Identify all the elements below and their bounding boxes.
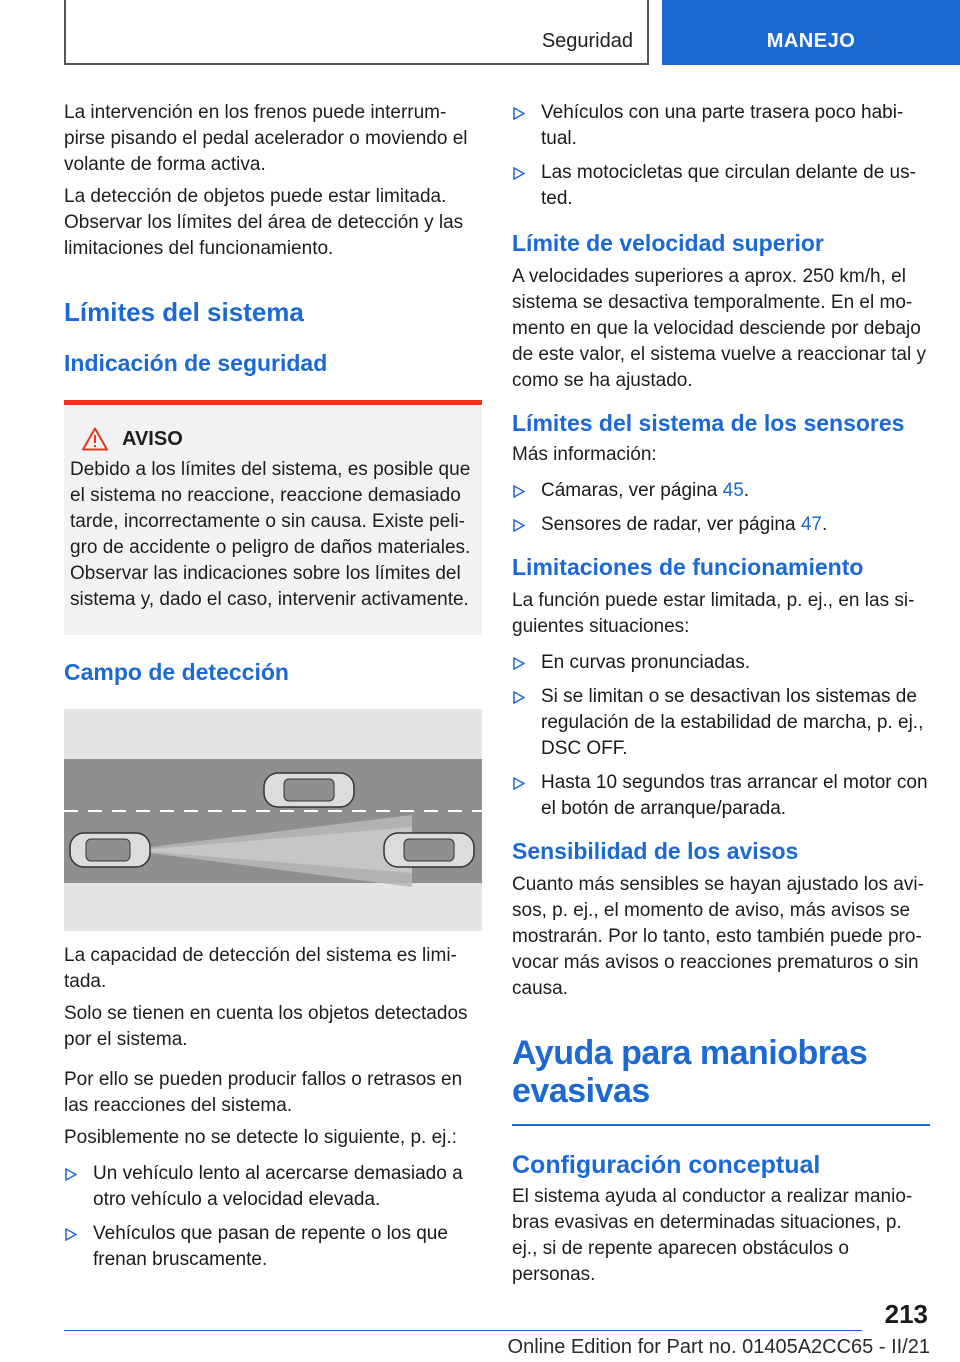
heading-system-limits: Límites del sistema — [64, 297, 304, 327]
list-item — [64, 1221, 482, 1273]
intro-paragraph-1: La intervención en los frenos puede interrum-pirse pisando el pedal acelerador o moviendo el volante de forma activa. — [64, 102, 468, 175]
heading-speed-limit: Límite de velocidad superior — [512, 230, 824, 256]
list-item — [512, 684, 930, 762]
list-item-period: . — [743, 480, 750, 501]
triangle-bullet-icon — [513, 777, 525, 790]
heading-concept: Configuración conceptual — [512, 1151, 821, 1179]
page-number: 213 — [884, 1299, 928, 1329]
speed-limit-text: A velocidades superiores a aprox. 250 km/h, el sistema se desactiva temporalmente. En el mo-mento en que la velocidad desciende por debajo de este valor, el sistema vuelve a reaccionar tal y como se ha ajustado. — [512, 266, 926, 391]
more-info-label: Más información: — [512, 444, 657, 465]
left-column — [64, 100, 482, 1281]
footer-divider — [64, 1330, 862, 1331]
warning-header — [70, 427, 472, 451]
warning-triangle-icon — [82, 427, 108, 451]
list-item — [512, 650, 930, 676]
chapter-tab-label: MANEJO — [766, 30, 856, 52]
triangle-bullet-icon — [513, 519, 525, 532]
function-limitations-list — [512, 650, 930, 822]
triangle-bullet-icon — [513, 657, 525, 670]
triangle-bullet-icon — [513, 167, 525, 180]
warning-label: AVISO — [122, 427, 183, 450]
heading-evasive-aid: Ayuda para maniobras evasivas — [512, 1034, 868, 1110]
warning-sensitivity-text: Cuanto más sensibles se hayan ajustado los avi-sos, p. ej., el momento de aviso, más avisos se mostrarán. Por lo tanto, esto también puede pro-vocar más avisos o reacciones prematuros o sin causa. — [512, 874, 924, 999]
header-frame — [64, 0, 649, 65]
undetected-list — [64, 1161, 482, 1273]
edition-footer: Online Edition for Part no. 01405A2CC65 - II/21 — [507, 1336, 930, 1358]
list-item — [512, 512, 930, 538]
list-item-period: . — [821, 514, 828, 535]
list-item-text: Vehículos con una parte trasera poco habi-tual. — [541, 102, 904, 149]
list-item-text: Si se limitan o se desactivan los sistemas de regulación de la estabilidad de marcha, p. ej., DSC OFF. — [541, 686, 924, 759]
list-item-text: Hasta 10 segundos tras arrancar el motor con el botón de arranque/parada. — [541, 772, 928, 819]
concept-text: El sistema ayuda al conductor a realizar manio-bras evasivas en determinadas situaciones, p. ej., si de repente aparecen obstáculos o personas. — [512, 1186, 913, 1285]
heading-sensor-limits: Límites del sistema de los sensores — [512, 410, 905, 436]
warning-box — [64, 400, 482, 635]
triangle-bullet-icon — [65, 1168, 77, 1181]
function-limitations-text: La función puede estar limitada, p. ej., en las si-guientes situaciones: — [512, 590, 915, 637]
page-link-radar[interactable]: 47 — [800, 514, 822, 535]
list-item-text: Cámaras, ver página — [541, 480, 723, 501]
detection-paragraph-2: Solo se tienen en cuenta los objetos detectados por el sistema. — [64, 1003, 468, 1050]
list-item-text: Las motocicletas que circulan delante de us-ted. — [541, 162, 916, 209]
intro-paragraph-2: La detección de objetos puede estar limitada. Observar los límites del área de detección y las limitaciones del funcionamiento. — [64, 186, 464, 259]
right-column — [512, 100, 930, 1288]
heading-detection-field: Campo de detección — [64, 659, 289, 685]
page-link-cameras[interactable]: 45 — [722, 480, 744, 501]
heading-warning-sensitivity: Sensibilidad de los avisos — [512, 838, 799, 864]
list-item — [64, 1161, 482, 1213]
list-item-text: Un vehículo lento al acercarse demasiado a otro vehículo a velocidad elevada. — [93, 1163, 463, 1210]
triangle-bullet-icon — [513, 485, 525, 498]
triangle-bullet-icon — [513, 107, 525, 120]
list-item-text: Vehículos que pasan de repente o los que frenan bruscamente. — [93, 1223, 448, 1270]
undetected-list-continued — [512, 100, 930, 212]
detection-paragraph-4: Posiblemente no se detecte lo siguiente, p. ej.: — [64, 1127, 457, 1148]
section-divider — [512, 1124, 930, 1126]
list-item — [512, 770, 930, 822]
triangle-bullet-icon — [65, 1228, 77, 1241]
car-ahead-upper-lane — [264, 773, 354, 807]
warning-text: Debido a los límites del sistema, es posible que el sistema no reaccione, reaccione demasiado tarde, incorrectamente o sin causa. Existe peli-gro de accidente o peligro de daños materiales. Observar las indicaciones sobre los límites del sistema y, dado el caso, intervenir activamente. — [70, 459, 471, 610]
detection-paragraph-3: Por ello se pueden producir fallos o retrasos en las reacciones del sistema. — [64, 1069, 463, 1116]
list-item — [512, 478, 930, 504]
chapter-tab[interactable] — [662, 0, 960, 65]
own-car — [70, 833, 150, 867]
triangle-bullet-icon — [513, 691, 525, 704]
detection-field-illustration — [64, 709, 482, 931]
section-title: Seguridad — [541, 30, 633, 52]
list-item-text: Sensores de radar, ver página — [541, 514, 801, 535]
list-item — [512, 160, 930, 212]
detection-paragraph-1: La capacidad de detección del sistema es limi-tada. — [64, 945, 457, 992]
car-ahead-same-lane — [384, 833, 474, 867]
list-item-text: En curvas pronunciadas. — [541, 652, 751, 673]
heading-safety-note: Indicación de seguridad — [64, 350, 328, 376]
heading-function-limitations: Limitaciones de funcionamiento — [512, 554, 864, 580]
list-item — [512, 100, 930, 152]
sensor-list — [512, 478, 930, 538]
